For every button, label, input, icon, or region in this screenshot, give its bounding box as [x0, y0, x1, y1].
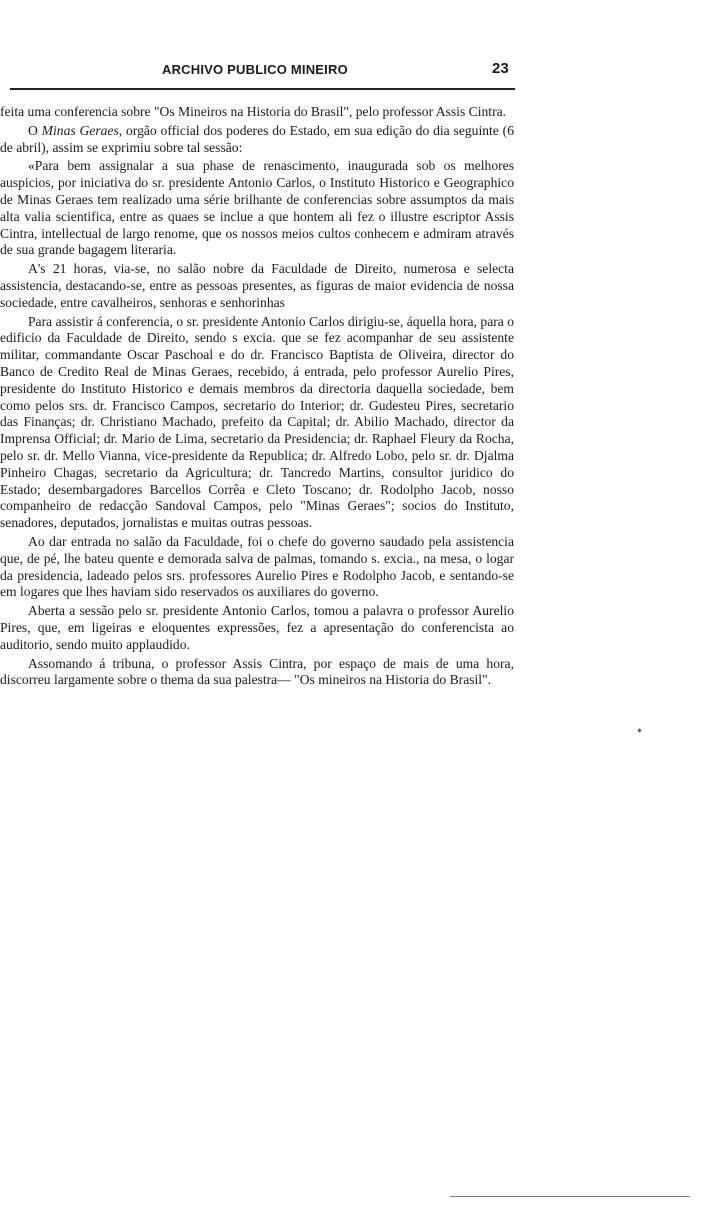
- paragraph-4: A's 21 horas, via-se, no salão nobre da Faculdade de Direito, numerosa e selecta assistencia, destacando-se, entre as pessoas presentes, as figuras de maior evidencia de nossa sociedade, entre cavalheiros, senhoras e senhorinhas: [0, 261, 514, 310]
- page-header: [0, 62, 520, 86]
- scan-speck: [637, 728, 641, 732]
- newspaper-title: Minas Geraes: [41, 122, 119, 138]
- scan-edge-line: [450, 1196, 690, 1197]
- paragraph-2: [0, 123, 514, 157]
- header-rule: [10, 88, 515, 90]
- running-title: ARCHIVO PUBLICO MINEIRO: [162, 62, 348, 77]
- paragraph-6: Ao dar entrada no salão da Faculdade, foi o chefe do governo saudado pela assistencia que, de pé, lhe bateu quente e demorada salva de palmas, tomando s. excia., na mesa, o logar da presidencia, ladeado pelos srs. professores Aurelio Pires e Rodolpho Jacob, e sentando-se em logares que lhes haviam sido reservados os auxiliares do governo.: [0, 533, 514, 600]
- page-number: 23: [492, 60, 509, 77]
- paragraph-5: Para assistir á conferencia, o sr. presidente Antonio Carlos dirigiu-se, áquella hora, para o edificio da Faculdade de Direito, sendo s excia. que se fez acompanhar de seu assistente militar, commandante Oscar Paschoal e do dr. Francisco Baptista de Oliveira, director do Banco de Credito Real de Minas Geraes, recebido, á entrada, pelo professor Aurelio Pires, presidente do Instituto Historico e demais membros da directoria daquella sociedade, bem como pelos srs. dr. Francisco Campos, secretario do Interior; dr. Gudesteu Pires, secretario das Finanças; dr. Christiano Machado, prefeito da Capital; dr. Abilio Machado, director da Imprensa Official; dr. Mario de Lima, secretario da Presidencia; dr. Raphael Fleury da Rocha, pelo sr. dr. Mello Vianna, vice-presidente da Republica; dr. Alfredo Lobo, pelo sr. dr. Djalma Pinheiro Chagas, secretario da Agricultura; dr. Tancredo Martins, consultor juridico do Estado; desembargadores Barcellos Corrêa e Cleto Toscano; dr. Rodolpho Jacob, nosso companheiro de redacção Sandoval Campos, pelo "Minas Geraes"; socios do Instituto, senadores, deputados, jornalistas e muitas outras pessoas.: [0, 313, 514, 531]
- paragraph-2-text: , orgão official dos poderes do Estado, em sua edição do dia seguinte (6 de abril), assim se exprimiu sobre tal sessão:: [0, 122, 514, 155]
- paragraph-7: Aberta a sessão pelo sr. presidente Antonio Carlos, tomou a palavra o professor Aurelio Pires, que, em ligeiras e eloquentes expressões, fez a apresentação do conferencista ao auditorio, sendo muito applaudido.: [0, 603, 514, 652]
- paragraph-3: «Para bem assignalar a sua phase de renascimento, inaugurada sob os melhores auspicios, por iniciativa do sr. presidente Antonio Carlos, o Instituto Historico e Geographico de Minas Geraes tem realizado uma série brilhante de conferencias sobre assumptos da mais alta valia scientifica, entre as quaes se inclue a que hontem ali fez o illustre escriptor Assis Cintra, intellectual de largo renome, que os nossos meios cultos conhecem e admiram através de sua grande bagagem literaria.: [0, 158, 514, 258]
- paragraph-1: feita uma conferencia sobre "Os Mineiros na Historia do Brasil", pelo professor Assis Cintra.: [0, 104, 507, 119]
- body-text: [0, 104, 514, 691]
- paragraph-2-lead: O: [28, 122, 42, 138]
- paragraph-8: Assomando á tribuna, o professor Assis Cintra, por espaço de mais de uma hora, discorreu largamente sobre o thema da sua palestra— "Os mineiros na Historia do Brasil".: [0, 655, 514, 688]
